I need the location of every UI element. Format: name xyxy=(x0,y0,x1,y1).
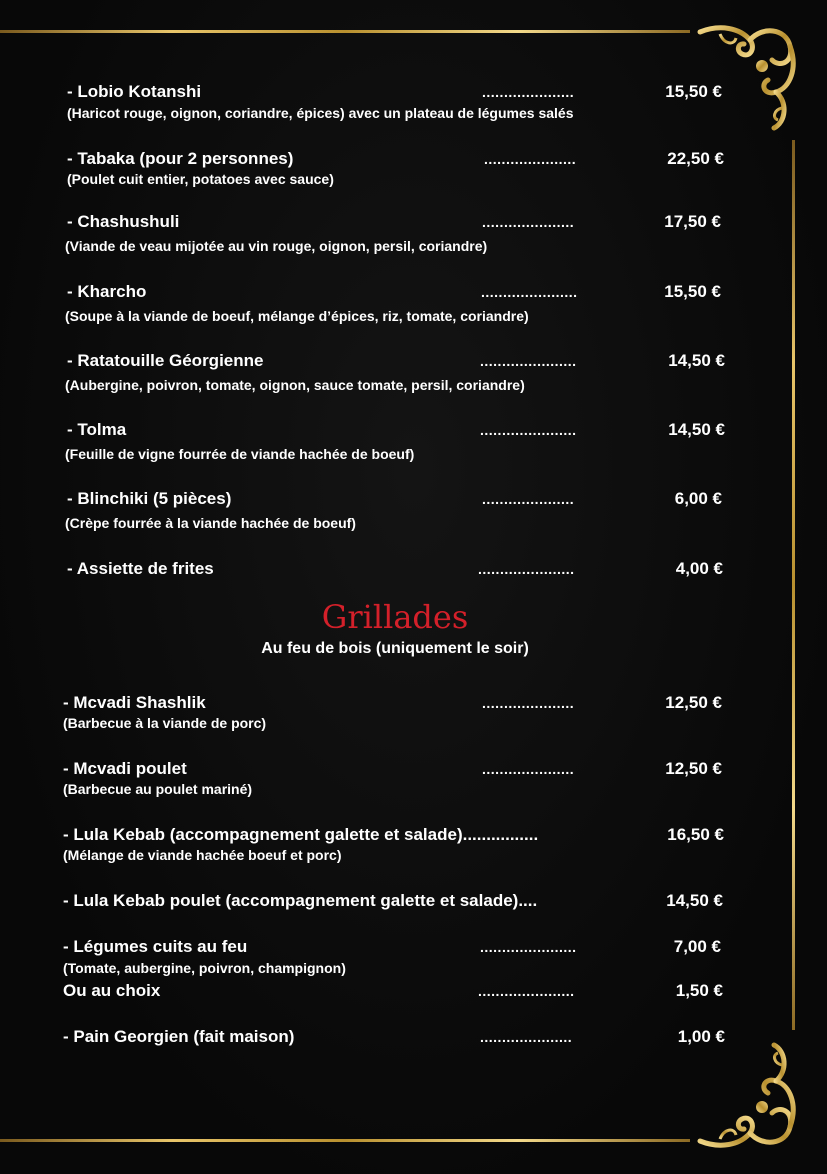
item-dots: ...................... xyxy=(478,983,575,999)
item-name: - Tolma xyxy=(67,420,127,439)
item-description: (Feuille de vigne fourrée de viande hachée de boeuf) xyxy=(65,446,415,462)
item-price: 12,50 € xyxy=(665,759,722,778)
item-name: - Ratatouille Géorgienne xyxy=(67,351,264,370)
item-dots: ...................... xyxy=(478,561,575,577)
item-dots: ..................... xyxy=(482,84,575,100)
item-description: (Tomate, aubergine, poivron, champignon) xyxy=(63,960,346,976)
item-dots: ..................... xyxy=(482,761,575,777)
gold-flourish-icon xyxy=(690,1040,800,1155)
item-price: 1,00 € xyxy=(677,1027,725,1046)
item-price: 17,50 € xyxy=(664,212,721,231)
item-name: - Assiette de frites xyxy=(67,559,214,578)
item-price: 12,50 € xyxy=(665,693,722,712)
item-dots: ...................... xyxy=(480,939,577,955)
item-price: 22,50 € xyxy=(667,149,724,168)
item-description: (Poulet cuit entier, potatoes avec sauce) xyxy=(67,171,334,187)
item-name: - Lula Kebab poulet (accompagnement galette et salade).... xyxy=(63,891,538,910)
item-price: 4,00 € xyxy=(675,559,723,578)
item-dots: ..................... xyxy=(482,695,575,711)
item-description: (Mélange de viande hachée boeuf et porc) xyxy=(63,847,342,863)
gold-flourish-icon xyxy=(690,18,800,133)
item-name: - Lobio Kotanshi xyxy=(67,82,202,101)
item-description: (Barbecue au poulet mariné) xyxy=(63,781,253,797)
top-gold-border xyxy=(0,30,690,33)
item-price: 16,50 € xyxy=(667,825,724,844)
item-name: - Lula Kebab (accompagnement galette et salade)................ xyxy=(63,825,539,844)
item-dots: ..................... xyxy=(480,1029,573,1045)
item-name: - Chashushuli xyxy=(67,212,180,231)
item-description: (Viande de veau mijotée au vin rouge, oignon, persil, coriandre) xyxy=(65,238,488,254)
item-name: - Pain Georgien (fait maison) xyxy=(63,1027,295,1046)
item-name: - Mcvadi Shashlik xyxy=(63,693,206,712)
bottom-gold-border xyxy=(0,1139,690,1142)
item-price: 15,50 € xyxy=(664,282,721,301)
item-price: 14,50 € xyxy=(666,891,723,910)
item-dots: ..................... xyxy=(482,214,575,230)
item-description: (Haricot rouge, oignon, coriandre, épices) avec un plateau de légumes salés xyxy=(67,105,574,121)
item-description: (Soupe à la viande de boeuf, mélange d’épices, riz, tomate, coriandre) xyxy=(65,308,529,324)
item-dots: ...................... xyxy=(480,353,577,369)
item-name: - Mcvadi poulet xyxy=(63,759,187,778)
item-name: - Blinchiki (5 pièces) xyxy=(67,489,232,508)
item-name: - Tabaka (pour 2 personnes) xyxy=(67,149,294,168)
item-dots: ...................... xyxy=(481,284,578,300)
right-gold-border xyxy=(792,140,795,1030)
item-name: - Kharcho xyxy=(67,282,147,301)
item-name: - Légumes cuits au feu xyxy=(63,937,248,956)
item-price: 7,00 € xyxy=(673,937,721,956)
section-subtitle: Au feu de bois (uniquement le soir) xyxy=(261,640,529,657)
item-dots: ..................... xyxy=(484,151,577,167)
item-description: (Crèpe fourrée à la viande hachée de boeuf) xyxy=(65,515,356,531)
item-price: 6,00 € xyxy=(674,489,722,508)
item-price: 15,50 € xyxy=(665,82,722,101)
item-dots: ...................... xyxy=(480,422,577,438)
item-name: Ou au choix xyxy=(63,981,161,1000)
item-price: 14,50 € xyxy=(668,351,725,370)
item-dots: ..................... xyxy=(482,491,575,507)
item-description: (Aubergine, poivron, tomate, oignon, sauce tomate, persil, coriandre) xyxy=(65,377,525,393)
item-price: 14,50 € xyxy=(668,420,725,439)
item-description: (Barbecue à la viande de porc) xyxy=(63,715,267,731)
section-title: Grillades xyxy=(321,598,469,636)
item-price: 1,50 € xyxy=(675,981,723,1000)
